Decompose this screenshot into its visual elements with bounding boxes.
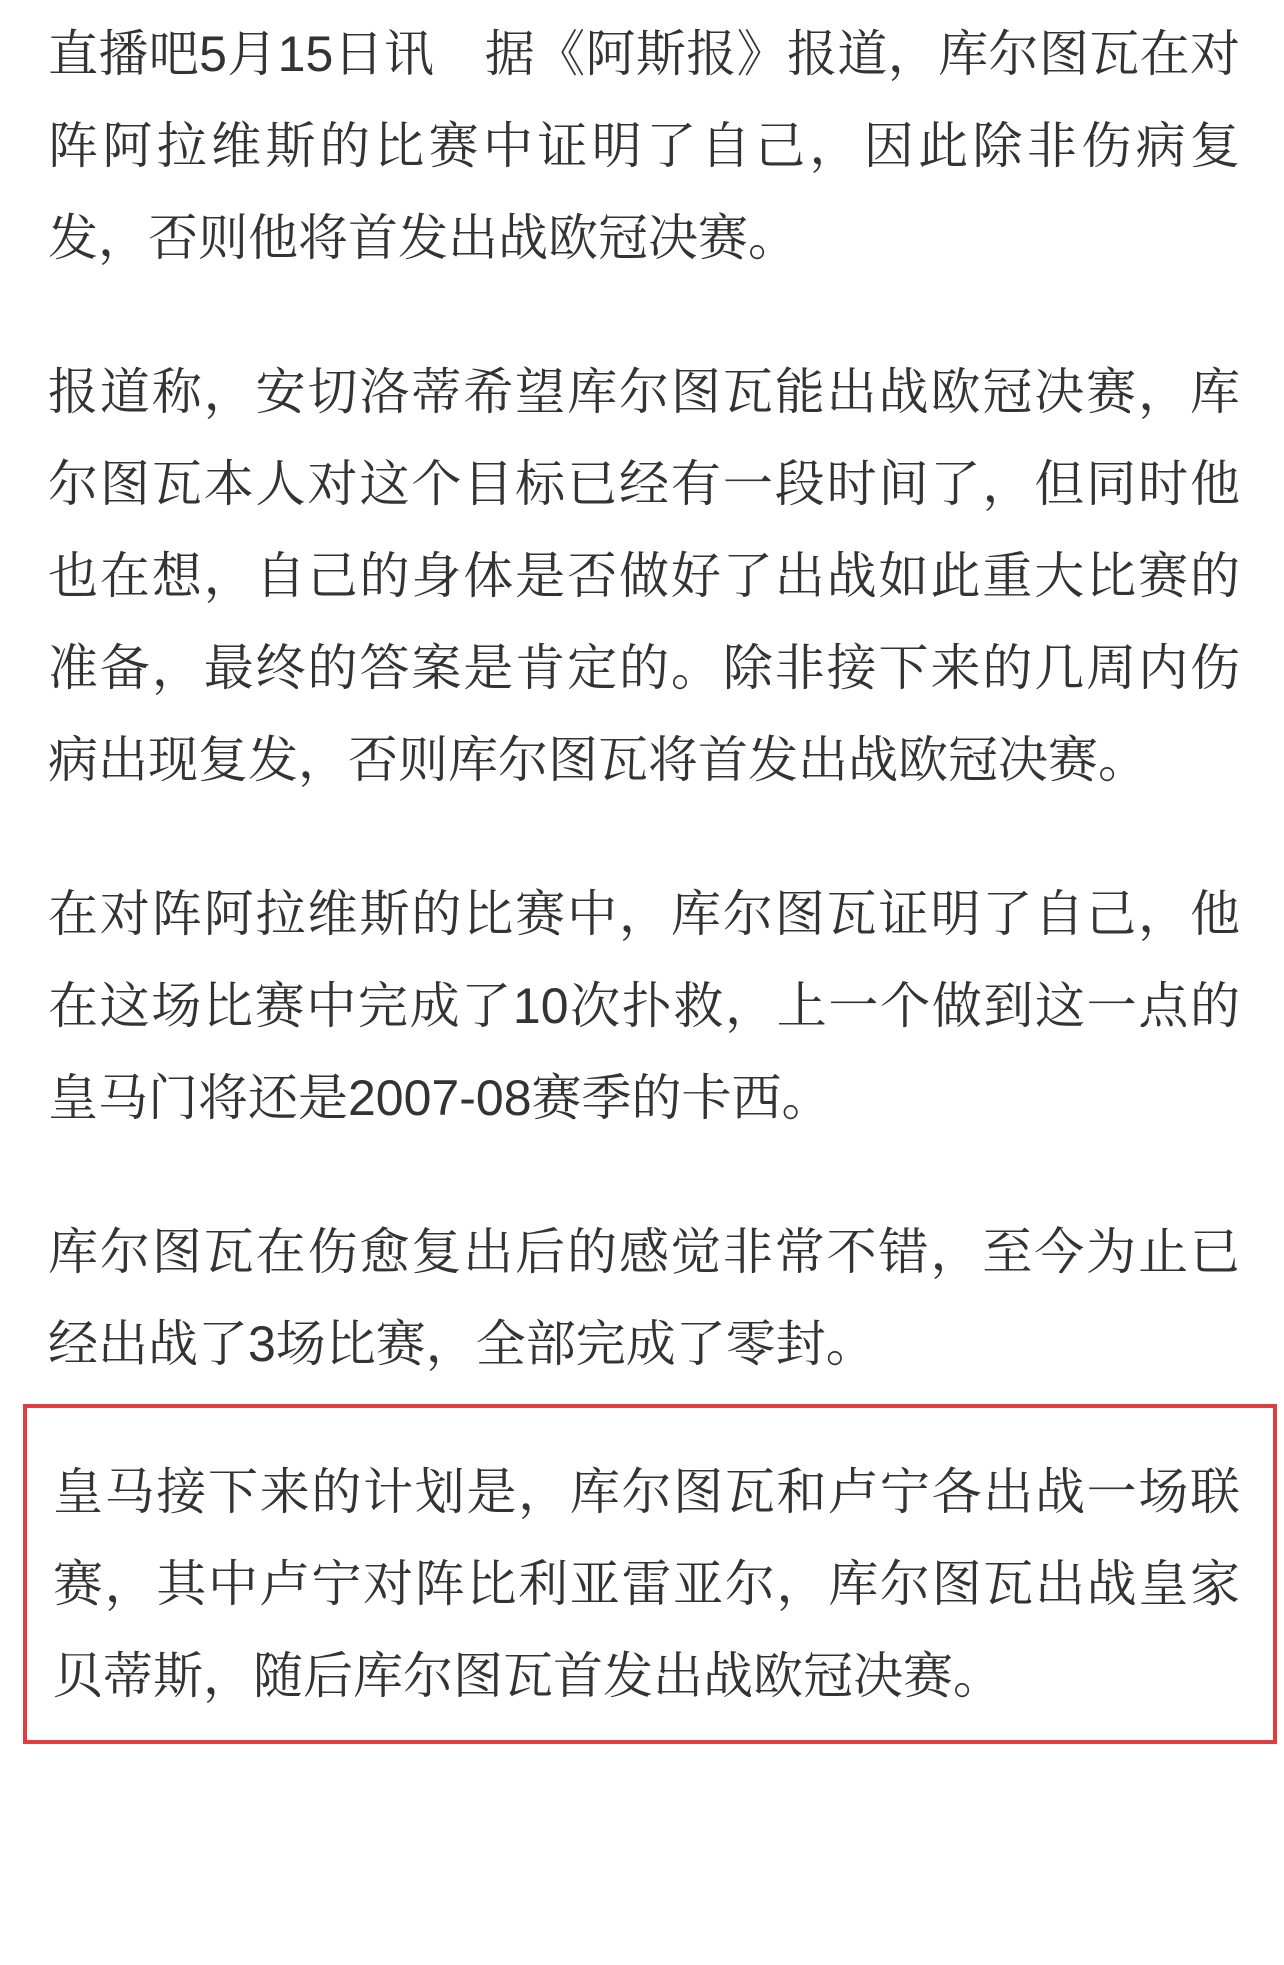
article-paragraph-4: 库尔图瓦在伤愈复出后的感觉非常不错，至今为止已经出战了3场比赛，全部完成了零封。 xyxy=(48,1224,1240,1372)
article-paragraph-2: 报道称，安切洛蒂希望库尔图瓦能出战欧冠决赛，库尔图瓦本人对这个目标已经有一段时间了，但同时他也在想，自己的身体是否做好了出战如此重大比赛的准备，最终的答案是肯定的。除非接下来的几周内伤病出现复发，否则库尔图瓦将首发出战欧冠决赛。 xyxy=(48,364,1240,788)
highlight-annotation-box xyxy=(23,1404,1277,1744)
article-paragraph-3: 在对阵阿拉维斯的比赛中，库尔图瓦证明了自己，他在这场比赛中完成了10次扑救，上一个做到这一点的皇马门将还是2007-08赛季的卡西。 xyxy=(48,886,1240,1126)
article-paragraph-5-highlighted: 皇马接下来的计划是，库尔图瓦和卢宁各出战一场联赛，其中卢宁对阵比利亚雷亚尔，库尔图瓦出战皇家贝蒂斯，随后库尔图瓦首发出战欧冠决赛。 xyxy=(53,1464,1240,1704)
article-paragraph-1: 直播吧5月15日讯 据《阿斯报》报道，库尔图瓦在对阵阿拉维斯的比赛中证明了自己，因此除非伤病复发，否则他将首发出战欧冠决赛。 xyxy=(48,26,1240,266)
